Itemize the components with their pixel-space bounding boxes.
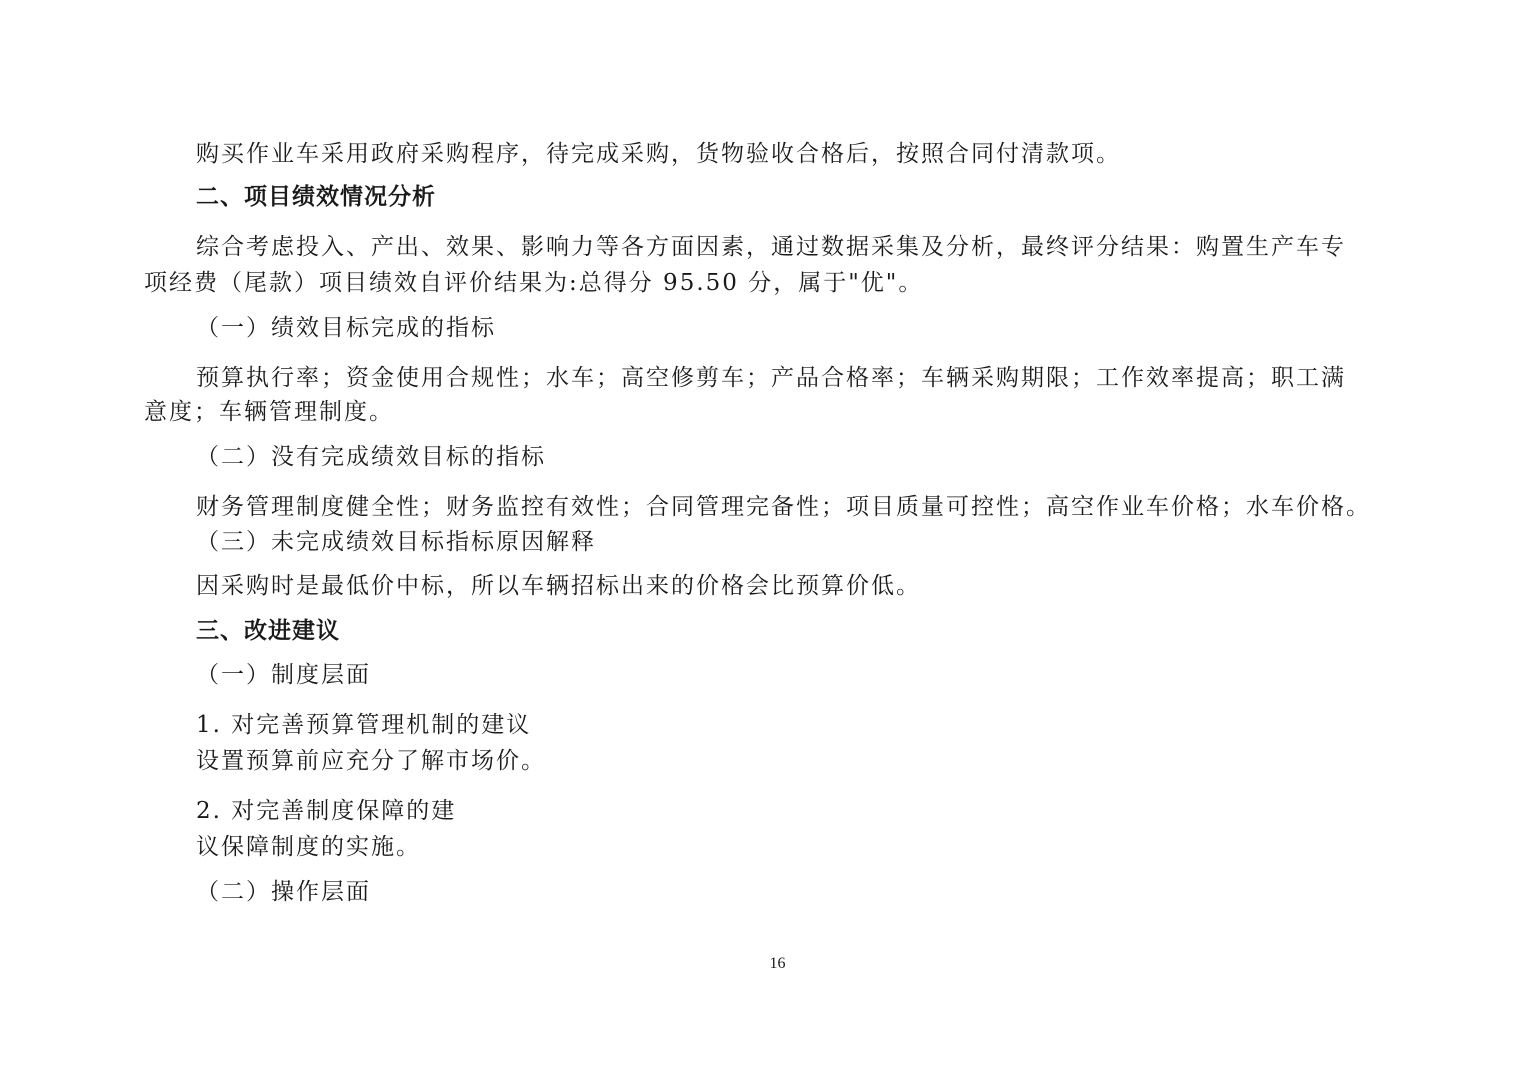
subheading-uncompleted-indicators: （二）没有完成绩效目标的指标 (196, 444, 546, 470)
paragraph-evaluation-line-2: 项经费（尾款）项目绩效自评价结果为:总得分 95.50 分，属于"优"。 (144, 270, 924, 296)
section-heading-performance-analysis: 二、项目绩效情况分析 (196, 184, 436, 210)
item-2-title: 2. 对完善制度保障的建 (196, 798, 457, 824)
paragraph-reason: 因采购时是最低价中标，所以车辆招标出来的价格会比预算价低。 (196, 573, 921, 599)
item-1-title: 1. 对完善预算管理机制的建议 (196, 712, 532, 738)
paragraph-completed-indicators-line-1: 预算执行率；资金使用合规性；水车；高空修剪车；产品合格率；车辆采购期限；工作效率提高；职工满 (196, 365, 1346, 391)
subheading-completed-indicators: （一）绩效目标完成的指标 (196, 315, 496, 341)
paragraph-evaluation-line-1: 综合考虑投入、产出、效果、影响力等各方面因素，通过数据采集及分析，最终评分结果：购置生产车专 (196, 234, 1346, 260)
section-heading-improvement: 三、改进建议 (196, 618, 340, 644)
paragraph-completed-indicators-line-2: 意度；车辆管理制度。 (144, 399, 394, 425)
paragraph-procurement: 购买作业车采用政府采购程序，待完成采购，货物验收合格后，按照合同付清款项。 (196, 141, 1121, 167)
item-2-text: 议保障制度的实施。 (196, 834, 421, 860)
item-1-text: 设置预算前应充分了解市场价。 (196, 748, 546, 774)
page-number: 16 (769, 955, 786, 972)
subheading-operation-level: （二）操作层面 (196, 879, 371, 905)
subheading-system-level: （一）制度层面 (196, 662, 371, 688)
paragraph-uncompleted-indicators: 财务管理制度健全性；财务监控有效性；合同管理完备性；项目质量可控性；高空作业车价格；水车价格。 (196, 494, 1371, 520)
subheading-reason-explanation: （三）未完成绩效目标指标原因解释 (196, 529, 596, 555)
